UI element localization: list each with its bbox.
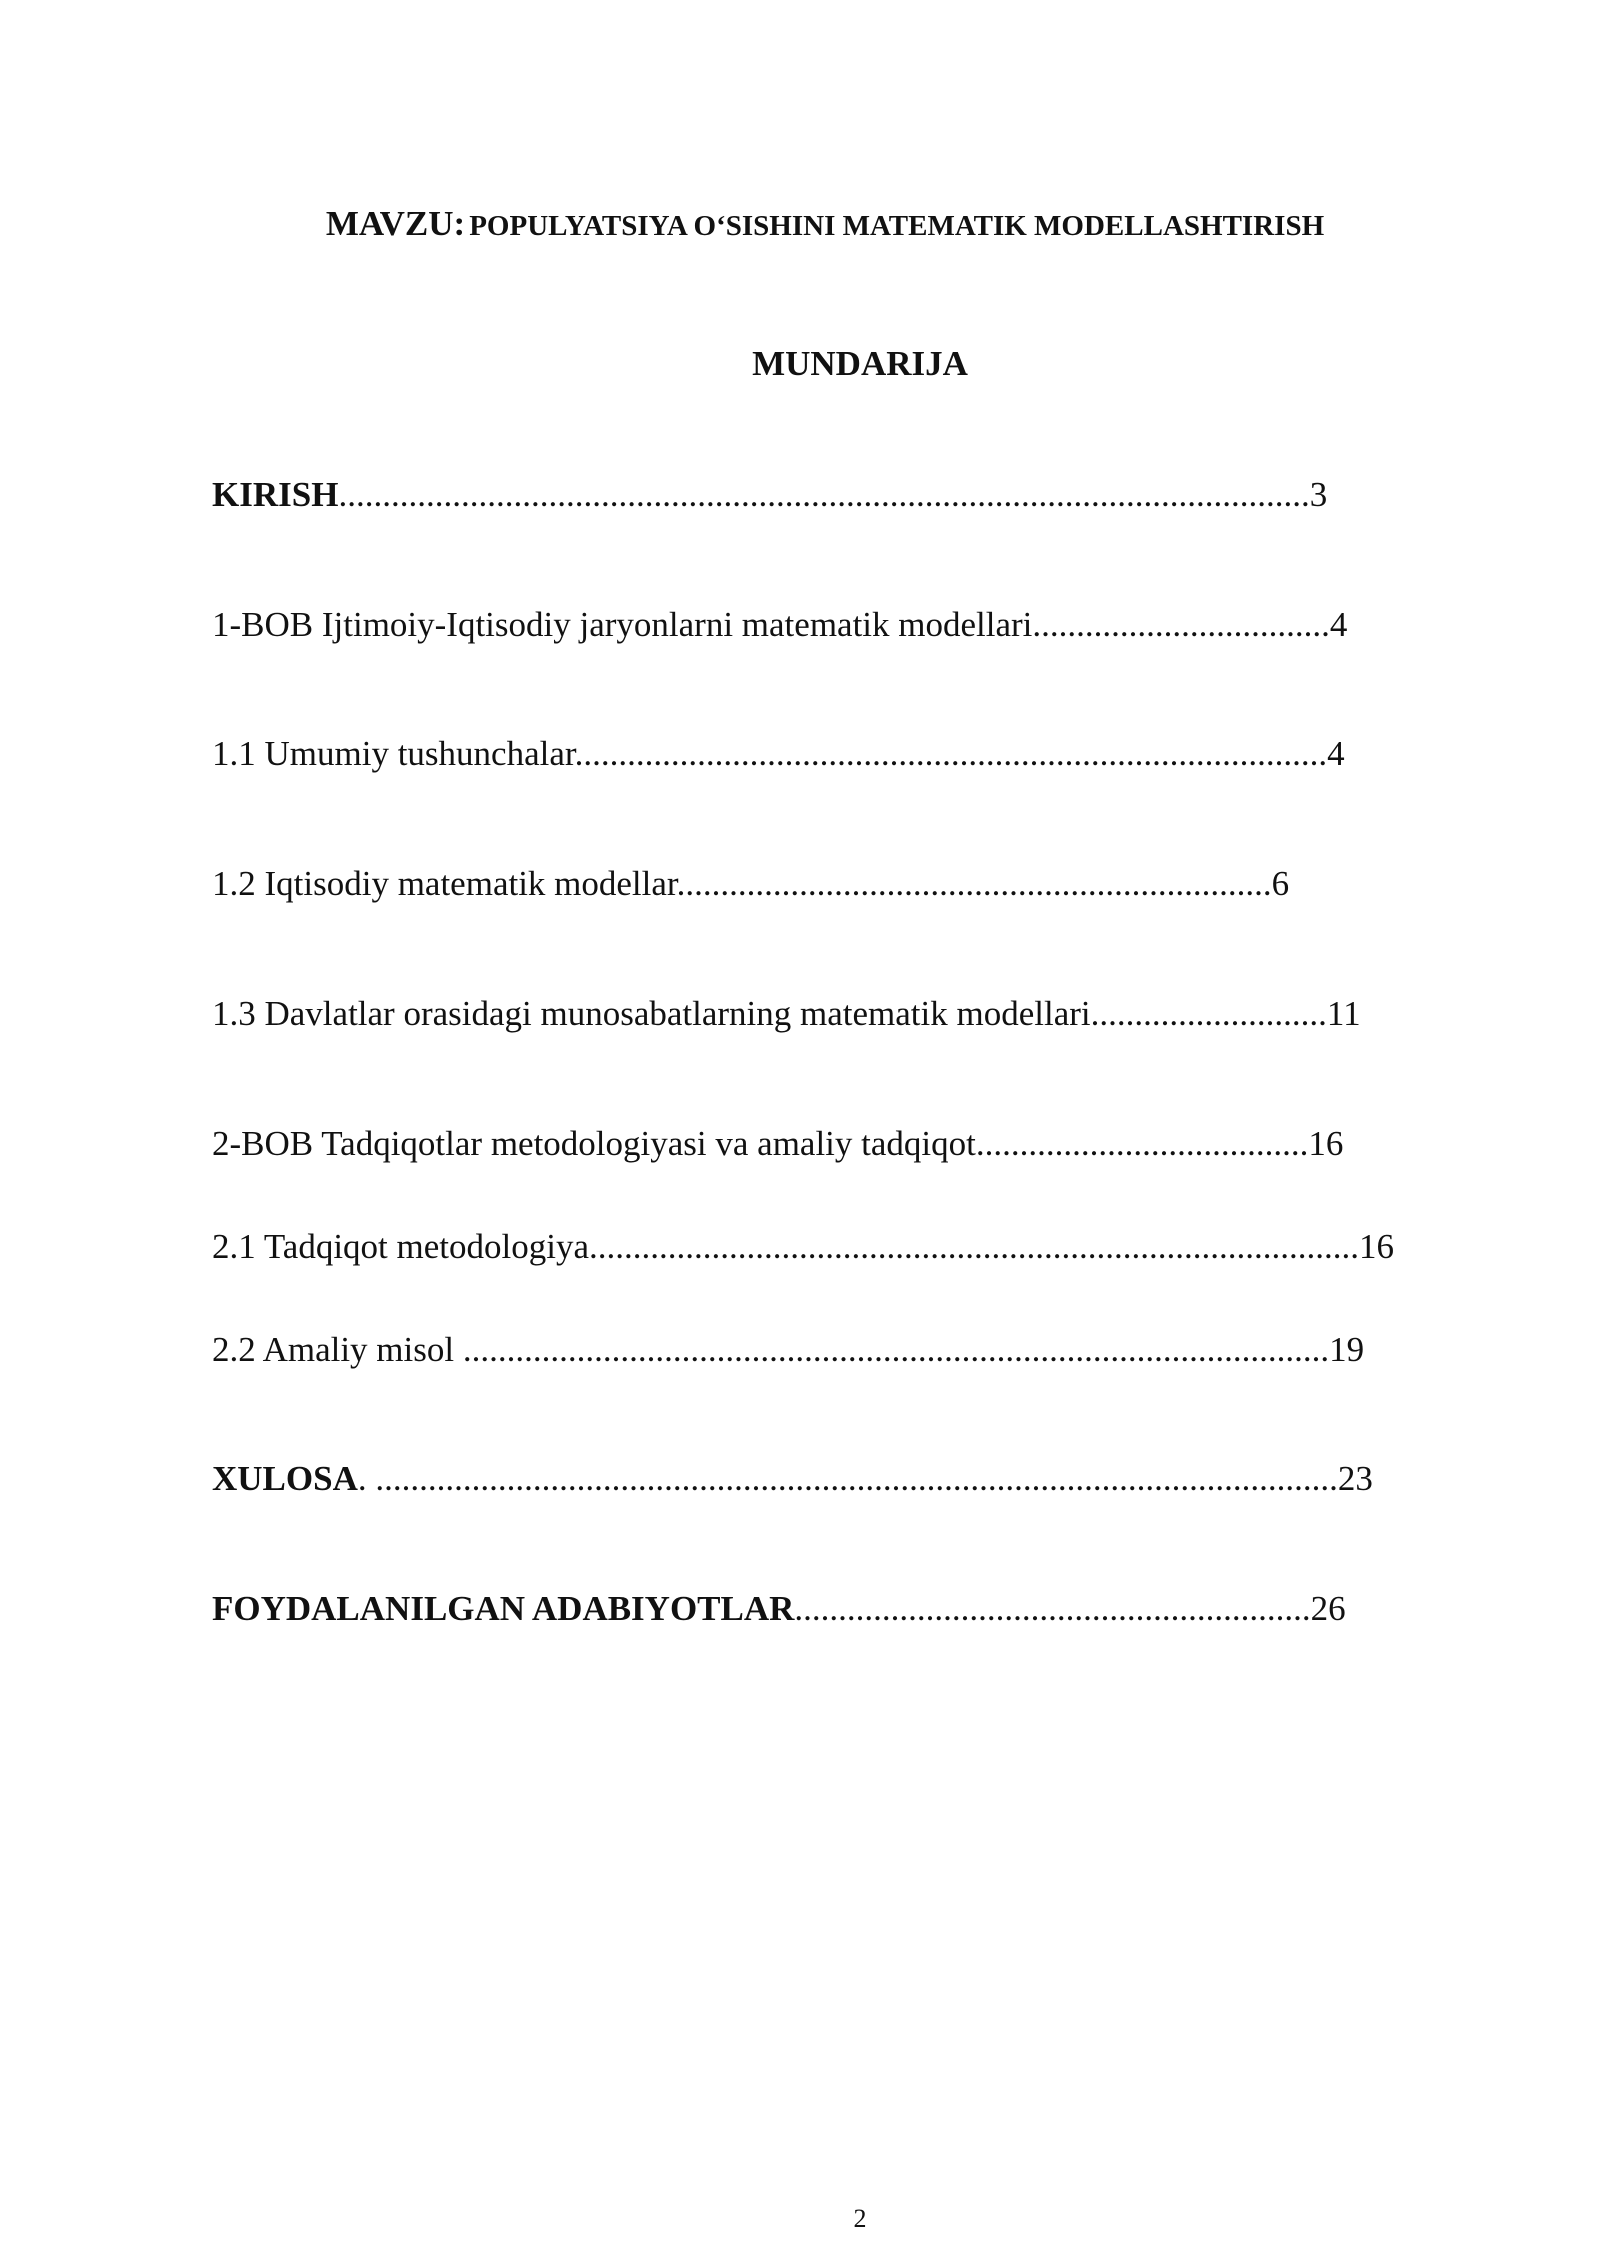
toc-entry-chapter-2 [212, 1125, 1343, 1164]
toc-entry-title: 2-BOB Tadqiqotlar metodologiyasi va amaliy tadqiqot [212, 1124, 976, 1163]
toc-entry-page: 16 [1308, 1124, 1344, 1163]
toc-entry-title: 1-BOB Ijtimoiy-Iqtisodiy jaryonlarni matematik modellari [212, 605, 1033, 644]
toc-entry-page: 19 [1329, 1330, 1365, 1369]
title-topic: POPULYATSIYA O‘SISHINI MATEMATIK MODELLASHTIRISH [469, 210, 1325, 242]
toc-entry-1-3 [212, 995, 1361, 1034]
toc-entry-xulosa [212, 1460, 1373, 1499]
toc-entry-page: 16 [1359, 1227, 1395, 1266]
toc-entry-page: 4 [1327, 734, 1345, 773]
toc-entry-leader: ............................................................................................................... [338, 475, 1310, 514]
toc-entry-page: 6 [1271, 864, 1290, 903]
toc-entry-1-2 [212, 865, 1289, 904]
toc-entry-title: 2.2 Amaliy misol [212, 1330, 463, 1369]
toc-entry-leader: . .............................................................................................................. [357, 1459, 1338, 1498]
toc-entry-2-1 [212, 1228, 1394, 1267]
toc-entry-leader: ........................................................... [794, 1589, 1311, 1628]
toc-heading: MUNDARIJA [752, 344, 968, 383]
toc-entry-title: 1.2 Iqtisodiy matematik modellar [212, 864, 677, 903]
toc-entry-leader: ........................... [1090, 994, 1327, 1033]
toc-entry-page: 11 [1326, 994, 1361, 1033]
toc-entry-title: XULOSA [212, 1459, 358, 1498]
toc-entry-leader: ........................................................................................ [589, 1227, 1360, 1266]
toc-entry-leader: ...................................................................................... [574, 734, 1328, 773]
title-label: MAVZU: [325, 204, 466, 243]
toc-entry-title: 1.1 Umumiy tushunchalar [212, 734, 575, 773]
toc-entry-chapter-1 [212, 606, 1347, 645]
toc-entry-title: 1.3 Davlatlar orasidagi munosabatlarning matematik modellari [212, 994, 1091, 1033]
toc-entry-leader: ...................................... [975, 1124, 1309, 1163]
toc-entry-1-1 [212, 735, 1345, 774]
toc-entry-page: 23 [1337, 1459, 1373, 1498]
toc-entry-kirish [212, 476, 1327, 515]
toc-entry-2-2 [212, 1331, 1364, 1370]
toc-entry-leader: .................................. [1032, 605, 1330, 644]
toc-entry-leader: .................................................................... [676, 864, 1272, 903]
toc-entry-title: 2.1 Tadqiqot metodologiya [212, 1227, 590, 1266]
toc-entry-references [212, 1590, 1346, 1629]
toc-entry-page: 26 [1310, 1589, 1346, 1628]
document-title [0, 204, 1600, 244]
toc-entry-page: 3 [1309, 475, 1328, 514]
toc-entry-title: FOYDALANILGAN ADABIYOTLAR [212, 1589, 795, 1628]
toc-entry-leader: ................................................................................................... [462, 1330, 1330, 1369]
toc-entry-title: KIRISH [212, 475, 339, 514]
page-number: 2 [853, 2204, 867, 2233]
toc-entry-page: 4 [1329, 605, 1348, 644]
